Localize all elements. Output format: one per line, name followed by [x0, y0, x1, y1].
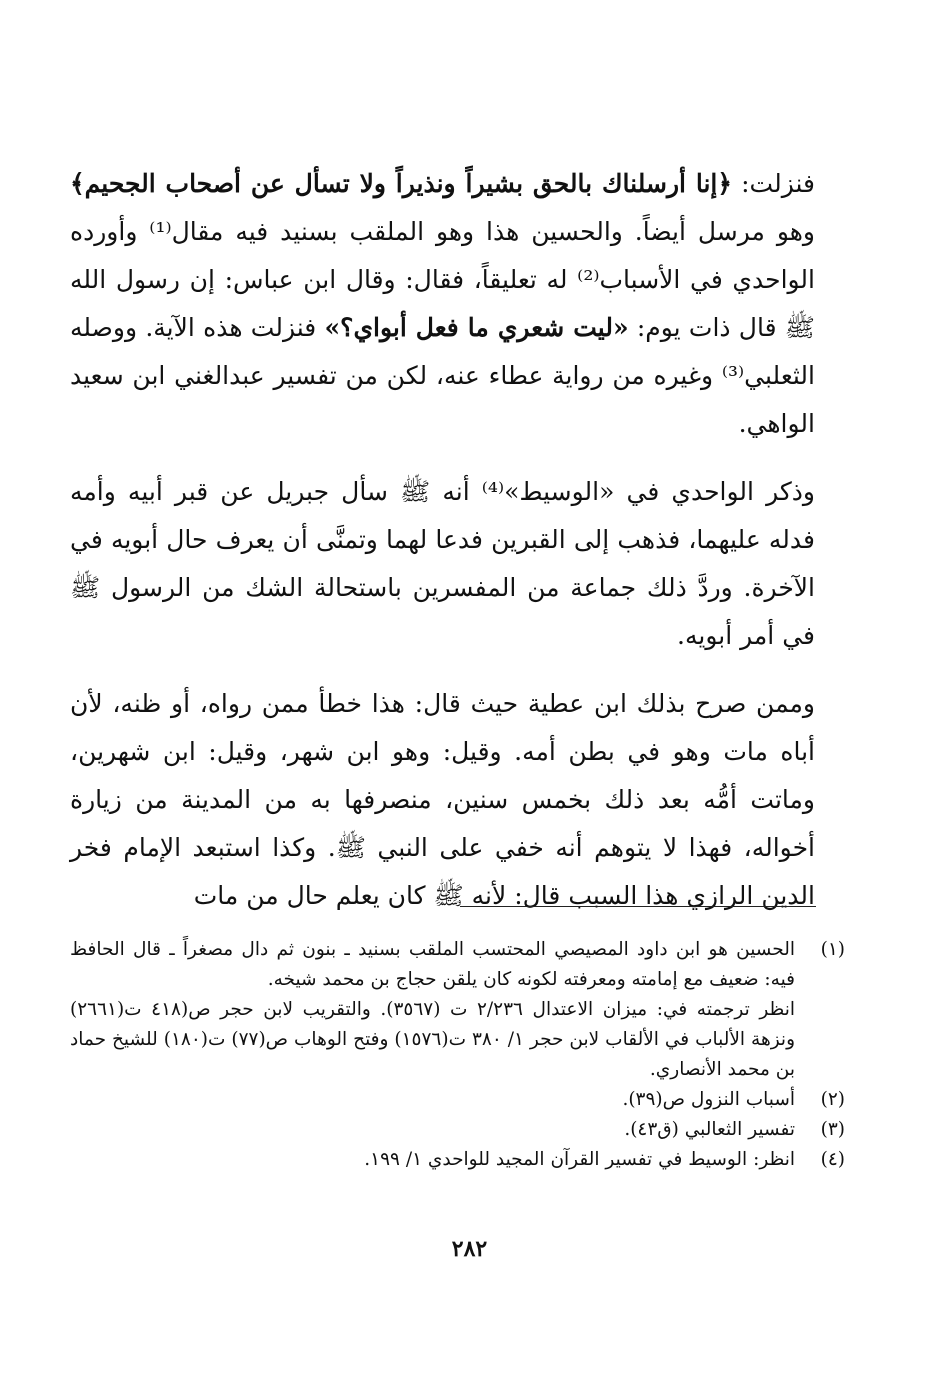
paragraph-1: [70, 160, 815, 448]
footnotes: [70, 935, 845, 1175]
run-1-3: وهو مرسل أيضاً. والحسين هذا وهو الملقب بسنيد فيه مقال⁽¹⁾ وأورده الواحدي في الأسباب⁽²⁾ له تعليقاً، فقال: وقال ابن عباس: إن رسول الله ﷺ قال ذات يوم:: [70, 217, 816, 342]
quran-verse: ﴿إنا أرسلناك بالحق بشيراً ونذيراً ولا تسأل عن أصحاب الجحيم﴾: [70, 169, 733, 198]
hadith-quote: «ليت شعري ما فعل أبواي؟»: [324, 313, 629, 342]
footnote-number: (١): [820, 939, 845, 960]
run-1-5: فنزلت هذه الآية. ووصله الثعلبي⁽³⁾ وغيره من رواية عطاء عنه، لكن من تفسير عبدالغني ابن سعيد الواهي.: [70, 313, 815, 438]
footnote-number: (٤): [820, 1149, 845, 1170]
footnote-line: الحسين هو ابن داود المصيصي المحتسب الملقب بسنيد ـ بنون ثم دال مصغراً ـ قال الحافظ فيه: ضعيف مع إمامته ومعرفته لكونه كان يلقن حجاج بن محمد شيخه.: [70, 939, 795, 990]
footnote-1: [70, 935, 845, 1085]
footnote-2: [70, 1085, 845, 1115]
footnote-3: [70, 1115, 845, 1145]
footnote-text: [70, 1115, 795, 1145]
footnote-4: [70, 1145, 845, 1175]
footnote-line: انظر: الوسيط في تفسير القرآن المجيد للواحدي ١/ ١٩٩.: [364, 1149, 795, 1170]
footnote-number: (٢): [820, 1089, 845, 1110]
footnote-divider: [460, 906, 816, 907]
footnote-line: انظر ترجمته في: ميزان الاعتدال ٢/٢٣٦ ت (٣٥٦٧). والتقريب لابن حجر ص(٤١٨ ت(٢٦٦١) ونزهة الألباب في الألقاب لابن حجر ١/ ٣٨٠ ت(١٥٧٦) وفتح الوهاب ص(٧٧) ت(١٨٠) للشيخ حماد بن محمد الأنصاري.: [70, 999, 796, 1080]
footnote-number: (٣): [820, 1119, 845, 1140]
run-3-1: وممن صرح بذلك ابن عطية حيث قال: هذا خطأ ممن رواه، أو ظنه، لأن أباه مات وهو في بطن أمه. وقيل: وهو ابن شهر، وقيل: ابن شهرين، وماتت أمُّه بعد ذلك بخمس سنين، منصرفها به من المدينة من زيارة أخواله، فهذا لا يتوهم أنه خفي على النبي ﷺ. وكذا استبعد الإمام فخر الدين الرازي هذا السبب قال: لأنه ﷺ كان يعلم حال من مات: [70, 689, 815, 910]
footnote-text: [70, 1085, 795, 1115]
page-number: ٢٨٢: [451, 1236, 488, 1262]
footnote-line: أسباب النزول ص(٣٩).: [622, 1089, 795, 1110]
footnote-text: [70, 935, 795, 1085]
run-2-1: وذكر الواحدي في «الوسيط»⁽⁴⁾ أنه ﷺ سأل جبريل عن قبر أبيه وأمه فدله عليهما، فذهب إلى القبرين فدعا لهما وتمنَّى أن يعرف حال أبويه في الآخرة. وردَّ ذلك جماعة من المفسرين باستحالة الشك من الرسول ﷺ في أمر أبويه.: [70, 477, 815, 650]
main-text: [70, 160, 815, 940]
paragraph-2: [70, 468, 815, 660]
footnote-text: [70, 1145, 795, 1175]
run-1-1: فنزلت:: [732, 169, 816, 198]
paragraph-3: [70, 680, 815, 920]
footnote-line: تفسير الثعالبي (ق٤٣).: [624, 1119, 795, 1140]
